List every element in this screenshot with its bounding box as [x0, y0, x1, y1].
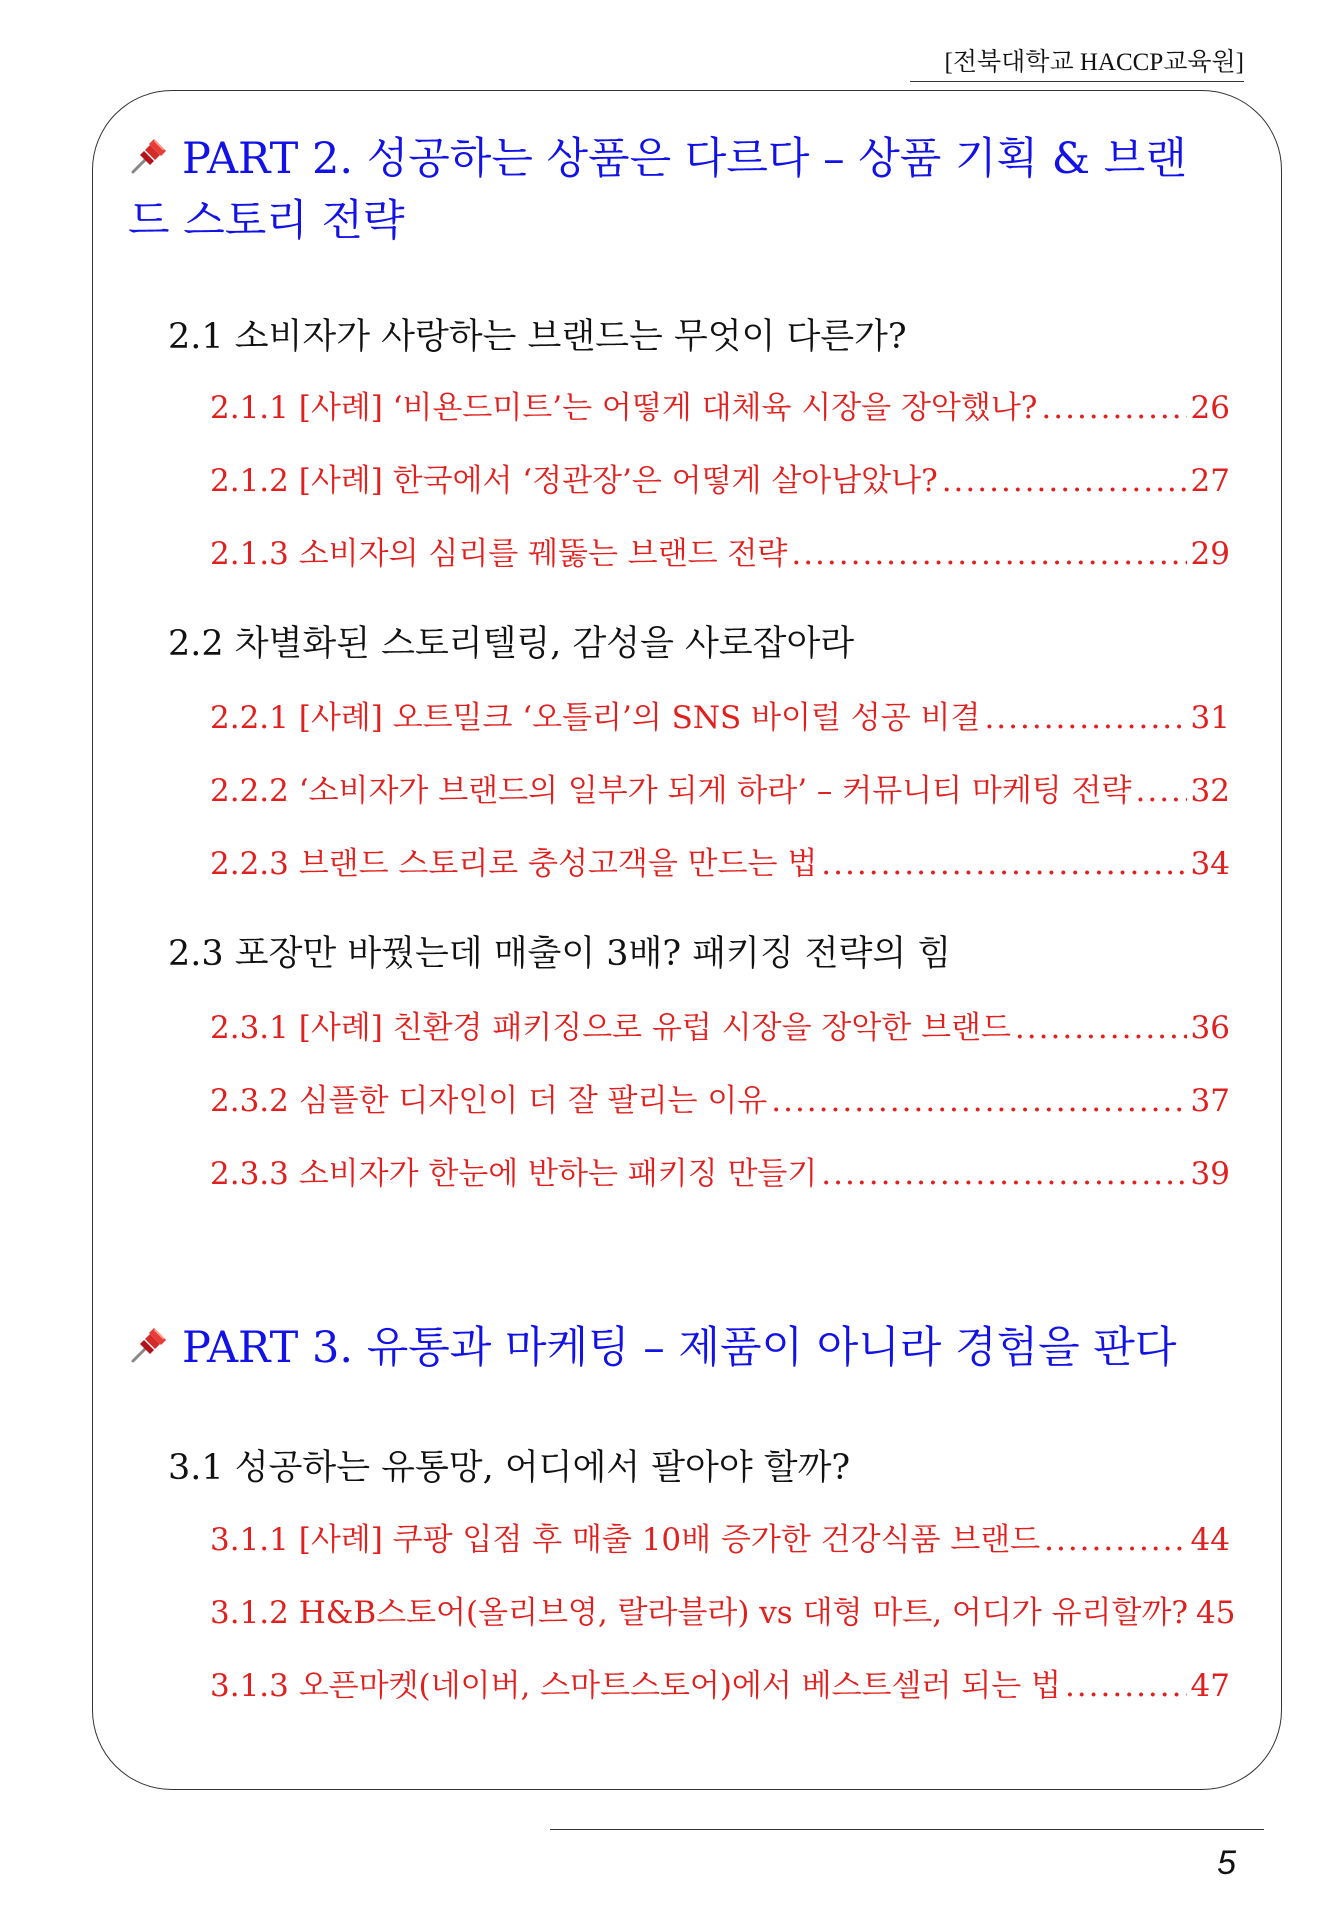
toc-entry-text: 2.3.3 소비자가 한눈에 반하는 패키징 만들기 [210, 1156, 818, 1192]
toc-page-number: 31 [1190, 700, 1230, 736]
header-label: [전북대학교 HACCP교육원] [944, 49, 1244, 76]
toc-leader-dots [771, 1081, 1186, 1121]
toc-page-number: 44 [1190, 1522, 1230, 1558]
toc-entry-text: 2.2.2 ‘소비자가 브랜드의 일부가 되게 하라’ – 커뮤니티 마케팅 전략 [210, 773, 1132, 809]
toc-entry-text: 3.1.3 오픈마켓(네이버, 스마트스토어)에서 베스트셀러 되는 법 [210, 1668, 1061, 1704]
toc-page-number: 47 [1190, 1668, 1230, 1704]
toc-page-number: 34 [1190, 846, 1230, 882]
toc-entry-2-1-3[interactable] [210, 534, 1230, 574]
toc-page-number: 39 [1190, 1156, 1230, 1192]
pushpin-icon [128, 133, 172, 177]
toc-entry-3-1-3[interactable] [210, 1666, 1230, 1706]
section-3-1-title[interactable]: 3.1 성공하는 유통망, 어디에서 팔아야 할까? [168, 1448, 851, 1488]
toc-entry-3-1-2[interactable] [210, 1593, 1236, 1633]
toc-leader-dots [1135, 771, 1186, 811]
section-2-3-title[interactable]: 2.3 포장만 바꿨는데 매출이 3배? 패키징 전략의 힘 [168, 934, 952, 974]
toc-page-number: 27 [1190, 463, 1230, 499]
toc-entry-3-1-1[interactable] [210, 1520, 1230, 1560]
toc-leader-dots [1044, 1520, 1186, 1560]
toc-leader-dots [1015, 1008, 1187, 1048]
toc-page-number: 45 [1196, 1595, 1236, 1631]
toc-entry-text: 2.2.1 [사례] 오트밀크 ‘오틀리’의 SNS 바이럴 성공 비결 [210, 700, 981, 736]
toc-entry-text: 2.1.2 [사례] 한국에서 ‘정관장’은 어떻게 살아남았나? [210, 463, 938, 499]
part-3-title-text: PART 3. 유통과 마케팅 – 제품이 아니라 경험을 판다 [182, 1323, 1177, 1373]
toc-leader-dots [984, 698, 1186, 738]
section-2-2-title[interactable]: 2.2 차별화된 스토리텔링, 감성을 사로잡아라 [168, 624, 855, 664]
toc-leader-dots [791, 534, 1186, 574]
toc-leader-dots [942, 461, 1187, 501]
toc-entry-text: 2.1.3 소비자의 심리를 꿰뚫는 브랜드 전략 [210, 536, 788, 572]
toc-entry-2-2-2[interactable] [210, 771, 1230, 811]
toc-page-number: 29 [1190, 536, 1230, 572]
toc-page-number: 32 [1190, 773, 1230, 809]
toc-entry-2-3-3[interactable] [210, 1154, 1230, 1194]
toc-page-number: 36 [1190, 1010, 1230, 1046]
toc-entry-text: 2.3.1 [사례] 친환경 패키징으로 유럽 시장을 장악한 브랜드 [210, 1010, 1011, 1046]
toc-page-number: 26 [1190, 390, 1230, 426]
page-number: 5 [1217, 1844, 1236, 1882]
toc-entry-2-3-1[interactable] [210, 1008, 1230, 1048]
header-divider [910, 81, 1244, 82]
toc-leader-dots [821, 844, 1186, 884]
toc-entry-2-1-2[interactable] [210, 461, 1230, 501]
part-2-title-text: PART 2. 성공하는 상품은 다르다 – 상품 기획 & 브랜드 스토리 전략 [128, 134, 1187, 246]
pushpin-icon [128, 1322, 172, 1366]
toc-entry-2-2-1[interactable] [210, 698, 1230, 738]
toc-entry-text: 2.1.1 [사례] ‘비욘드미트’는 어떻게 대체육 시장을 장악했나? [210, 390, 1038, 426]
toc-entry-text: 2.3.2 심플한 디자인이 더 잘 팔리는 이유 [210, 1083, 768, 1119]
footer-divider [550, 1829, 1264, 1830]
toc-entry-text: 2.2.3 브랜드 스토리로 충성고객을 만드는 법 [210, 846, 818, 882]
toc-entry-text: 3.1.2 H&B스토어(올리브영, 랄라블라) vs 대형 마트, 어디가 유리할까? [210, 1595, 1189, 1631]
toc-leader-dots [1065, 1666, 1187, 1706]
part-3-title[interactable] [128, 1317, 1208, 1379]
toc-entry-2-1-1[interactable] [210, 388, 1230, 428]
toc-entry-text: 3.1.1 [사례] 쿠팡 입점 후 매출 10배 증가한 건강식품 브랜드 [210, 1522, 1041, 1558]
toc-leader-dots [821, 1154, 1186, 1194]
toc-leader-dots [1041, 388, 1186, 428]
toc-page-number: 37 [1190, 1083, 1230, 1119]
toc-entry-2-2-3[interactable] [210, 844, 1230, 884]
toc-entry-2-3-2[interactable] [210, 1081, 1230, 1121]
section-2-1-title[interactable]: 2.1 소비자가 사랑하는 브랜드는 무엇이 다른가? [168, 317, 907, 357]
part-2-title[interactable] [128, 128, 1208, 252]
